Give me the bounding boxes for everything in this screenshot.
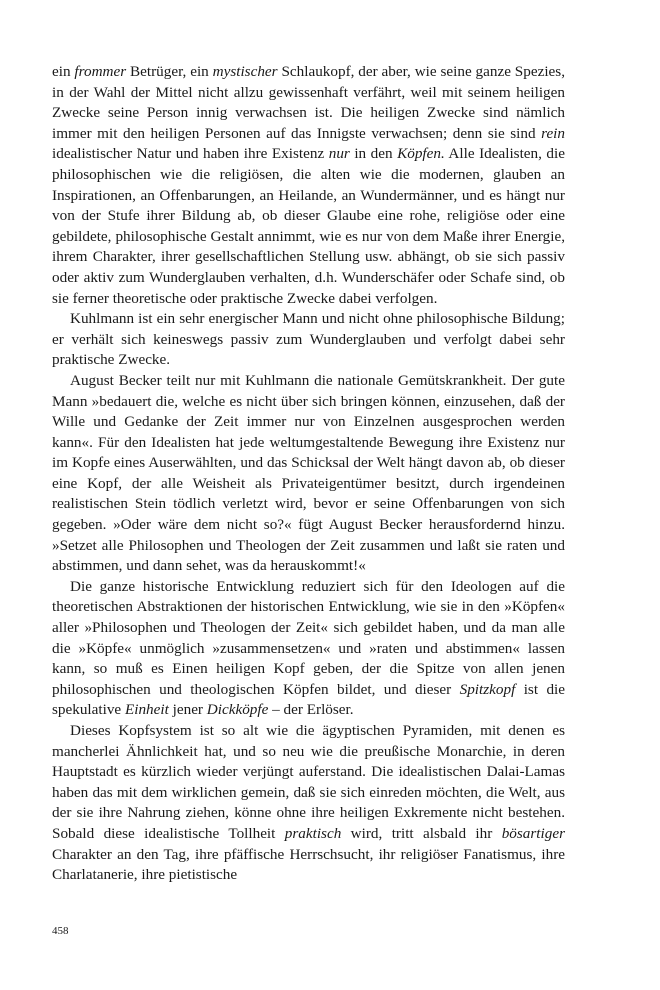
text-run: jener [168,701,207,719]
emphasis: Köpfen. [397,145,445,163]
text-run: idealistischer Natur und haben ihre Existenz [52,145,329,163]
paragraph [52,721,565,886]
paragraph [52,62,565,309]
paragraph [52,577,565,721]
emphasis: mystischer [212,63,278,80]
text-run: Betrüger, ein [126,63,213,80]
emphasis: praktisch [284,824,342,842]
body-text [52,62,565,886]
emphasis: bösartiger [501,824,565,842]
text-run: August Becker teilt nur mit Kuhlmann die nationale Gemütskrankheit. Der gute Mann »bedauert die, welche es nicht über sich bringen können, einzusehen, daß der Wille und Gedanke der Zeit immer nur von Einzelnen ausgesprochen werden kann«. Für den Idealisten hat jede weltumgestaltende Bewegung ihre Existenz nur im Kopfe eines Auserwählten, und das Schicksal der Welt hängt davon ab, ob dieser eine Kopf, der alle Weisheit als Privateigentümer besitzt, durch irgendeinen realistischen Stein tödlich verletzt wird, bevor er seine Offenbarungen von sich gegeben. »Oder wäre dem nicht so?« fügt August Becker herausfordernd hinzu. »Setzet alle Philosophen und Theologen der Zeit zusammen und laßt sie raten und abstimmen, und dann sehet, was da herauskommt!« [52,371,565,575]
emphasis: Dickköpfe [206,701,269,719]
text-run: Die ganze historische Entwicklung reduziert sich für den Ideologen auf die theoretischen Abstraktionen der historischen Entwicklung, wie sie in den »Köpfen« aller »Philosophen und Theologen der Zeit« sich gebildet haben, und da man alle die »Köpfe« unmöglich »zusammensetzen« und »raten und abstimmen« lassen kann, so muß es Einen heiligen Kopf geben, der die Spitze von allen jenen philosophischen und theologischen Köpfen bildet, und dieser [52,577,565,698]
text-run: Schlaukopf, der aber, wie seine ganze Spezies, in der Wahl der Mittel nicht allzu gewissenhaft verfährt, weil mit seinem heiligen Zwecke seine Person innig verwachsen ist. Die heiligen Zwecke sind nämlich immer mit den heiligen Personen auf das Innigste verwachsen; denn sie sind [52,63,565,142]
text-run: Alle Idealisten, die philosophischen wie die religiösen, die alten wie die modernen, glauben an Inspirationen, an Offenbarungen, an Heilande, an Wundermänner, und es hängt nur von der Stufe ihrer Bildung ab, ob dieser Glaube eine rohe, religiöse oder eine gebildete, philosophische Gestalt annimmt, wie es nur von dem Maße ihrer Energie, ihrem Charakter, ihrer gesellschaftlichen Stellung usw. abhängt, ob sie sich passiv oder aktiv zum Wunderglauben verhalten, d.h. Wunderschäfer oder Schafe sind, ob sie ferner theoretische oder praktische Zwecke dabei verfolgen. [52,145,565,307]
page-number: 458 [52,925,69,937]
text-run: wird, tritt alsbald ihr [341,824,502,842]
paragraph [52,309,565,371]
paragraph [52,371,565,577]
emphasis: rein [541,124,565,142]
text-run: Charakter an den Tag, ihre pfäffische Herrschsucht, ihr religiöser Fanatismus, ihre Charlatanerie, ihre pietistische [52,845,565,884]
text-run: ein [52,63,75,80]
text-run: Dieses Kopfsystem ist so alt wie die ägyptischen Pyramiden, mit denen es mancherlei Ähnlichkeit hat, und so neu wie die preußische Monarchie, in deren Hauptstadt es kürzlich wieder verjüngt auferstand. Die idealistischen Dalai-Lamas haben das mit dem wirklichen gemein, daß sie sich einreden möchten, die Welt, aus der sie ihre Nahrung ziehen, könne ohne ihre heiligen Exkremente nicht bestehen. Sobald diese idealistische Tollheit [52,722,565,842]
emphasis: nur [328,145,350,163]
emphasis: Spitzkopf [459,680,516,698]
text-run: in den [349,145,398,163]
text-run: Kuhlmann ist ein sehr energischer Mann und nicht ohne philosophische Bildung; er verhält sich keineswegs passiv zum Wunderglauben und verfolgt dabei sehr praktische Zwecke. [52,310,565,369]
emphasis: frommer [74,63,127,80]
emphasis: Einheit [124,701,169,719]
text-run: ist die spekulative [52,680,565,719]
text-run: – der Erlöser. [268,701,354,719]
